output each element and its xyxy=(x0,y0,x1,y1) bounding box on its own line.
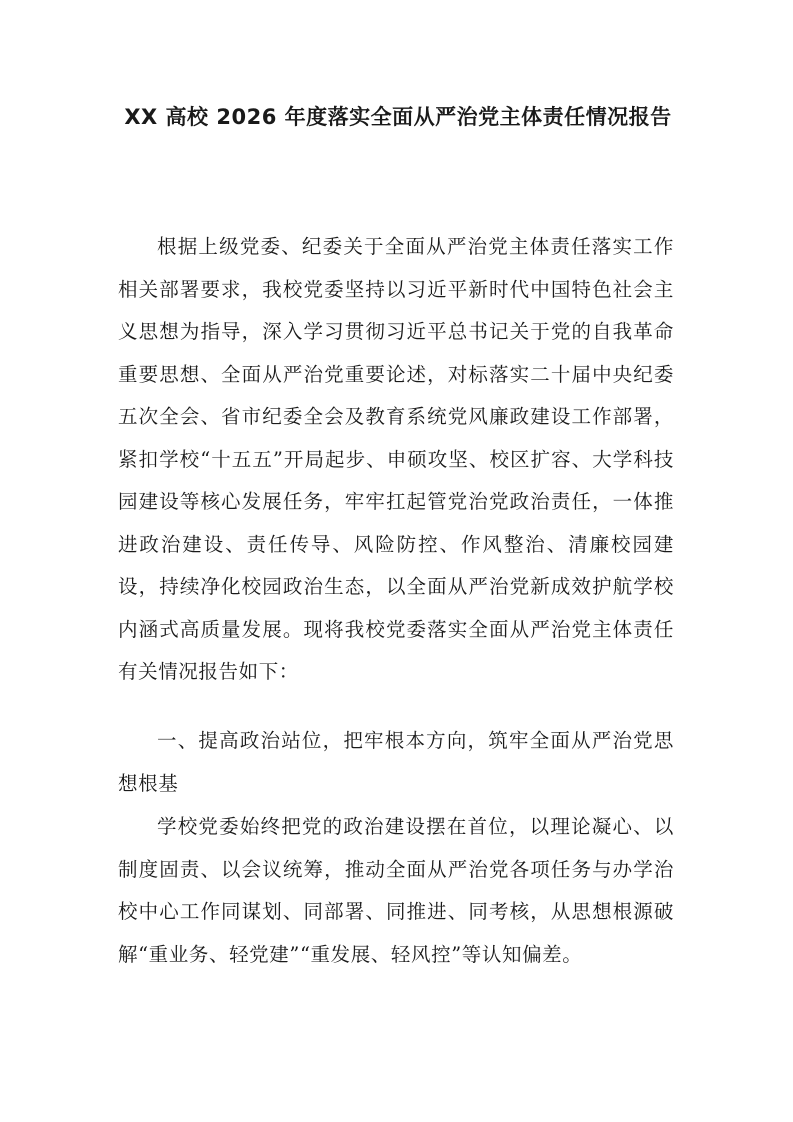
section-heading: 一、提高政治站位，把牢根本方向，筑牢全面从严治党思想根基 xyxy=(118,729,674,795)
document-title: XX 高校 2026 年度落实全面从严治党主体责任情况报告 xyxy=(124,105,672,129)
section-paragraph: 学校党委始终把党的政治建设摆在首位，以理论凝心、以制度固责、以会议统筹，推动全面从严治党各项任务与办学治校中心工作同谋划、同部署、同推进、同考核，从思想根源破解“重业务、轻党建”“重发展、轻风控”等认知偏差。 xyxy=(118,815,674,966)
intro-paragraph: 根据上级党委、纪委关于全面从严治党主体责任落实工作相关部署要求，我校党委坚持以习近平新时代中国特色社会主义思想为指导，深入学习贯彻习近平总书记关于党的自我革命重要思想、全面从严治党重要论述，对标落实二十届中央纪委五次全会、省市纪委全会及教育系统党风廉政建设工作部署，紧扣学校“十五五”开局起步、申硕攻坚、校区扩容、大学科技园建设等核心发展任务，牢牢扛起管党治党政治责任，一体推进政治建设、责任传导、风险防控、作风整治、清廉校园建设，持续净化校园政治生态，以全面从严治党新成效护航学校内涵式高质量发展。现将我校党委落实全面从严治党主体责任有关情况报告如下： xyxy=(118,235,674,683)
